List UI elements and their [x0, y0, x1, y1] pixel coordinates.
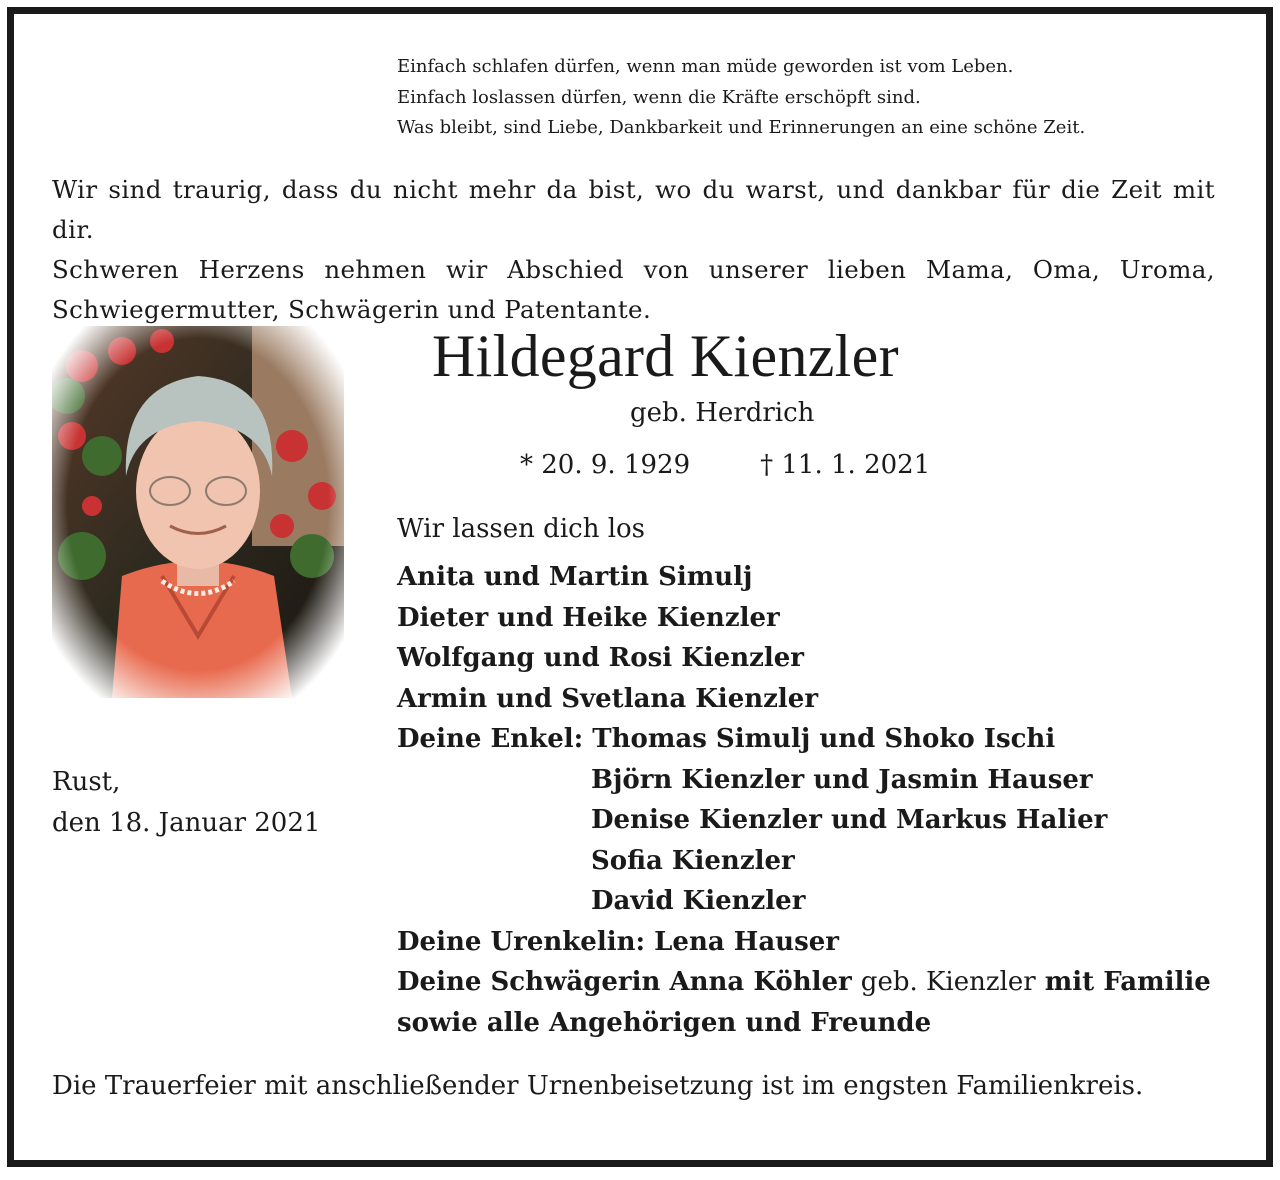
closing-line: Wir lassen dich los: [397, 514, 646, 544]
poem-line: Einfach schlafen dürfen, wenn man müde geworden ist vom Leben.: [397, 56, 1014, 77]
intro-text: [52, 170, 1215, 330]
death-date: † 11. 1. 2021: [760, 450, 931, 480]
poem-line: Einfach loslassen dürfen, wenn die Kräfte erschöpft sind.: [397, 86, 921, 108]
poem: [397, 52, 1085, 144]
maiden-name: geb. Herdrich: [630, 398, 815, 428]
sister-in-law-row: [397, 962, 1211, 1003]
others: sowie alle Angehörigen und Freunde: [397, 1007, 932, 1038]
grandchild: Thomas Simulj und Shoko Ischi: [592, 724, 1056, 754]
sister-in-law: Deine Schwägerin Anna Köhler: [397, 967, 852, 997]
intro-line: Wir sind traurig, dass du nicht mehr da bist, wo du warst, und dankbar für die Zeit mit dir.: [52, 175, 1215, 244]
family-member: Dieter und Heike Kienzler: [397, 602, 780, 633]
sister-in-law-maiden: geb. Kienzler: [860, 967, 1036, 997]
poem-line: Was bleibt, sind Liebe, Dankbarkeit und Erinnerungen an eine schöne Zeit.: [397, 117, 1086, 138]
grandchild: Denise Kienzler und Markus Halier: [591, 805, 1108, 835]
family-member: Armin und Svetlana Kienzler: [397, 683, 819, 714]
family-list: [397, 557, 1211, 1043]
footer-text: Die Trauerfeier mit anschließender Urnenbeisetzung ist im engsten Familienkreis.: [52, 1071, 1144, 1101]
life-dates: [520, 448, 930, 482]
great-grandchild: Deine Urenkelin: Lena Hauser: [397, 926, 839, 957]
deceased-name: Hildegard Kienzler: [432, 323, 899, 389]
grandchild: Björn Kienzler und Jasmin Hauser: [591, 764, 1093, 795]
grandchild: Sofia Kienzler: [591, 845, 795, 876]
birth-date: * 20. 9. 1929: [520, 450, 691, 480]
place-date: [52, 762, 320, 843]
family-member: Wolfgang und Rosi Kienzler: [397, 643, 804, 673]
grandchild: David Kienzler: [591, 886, 806, 916]
sister-in-law-suffix: mit Familie: [1044, 967, 1211, 997]
grandchildren-row: [397, 719, 1211, 760]
portrait-photo: [52, 326, 344, 698]
date: den 18. Januar 2021: [52, 807, 321, 838]
grandchildren-label: Deine Enkel:: [397, 724, 584, 754]
intro-line: Schwiegermutter, Schwägerin und Patentante.: [52, 295, 652, 324]
intro-line: Schweren Herzens nehmen wir Abschied von unserer lieben Mama, Oma, Uroma,: [52, 255, 1215, 284]
place: Rust,: [52, 767, 121, 797]
family-member: Anita und Martin Simulj: [397, 562, 753, 592]
